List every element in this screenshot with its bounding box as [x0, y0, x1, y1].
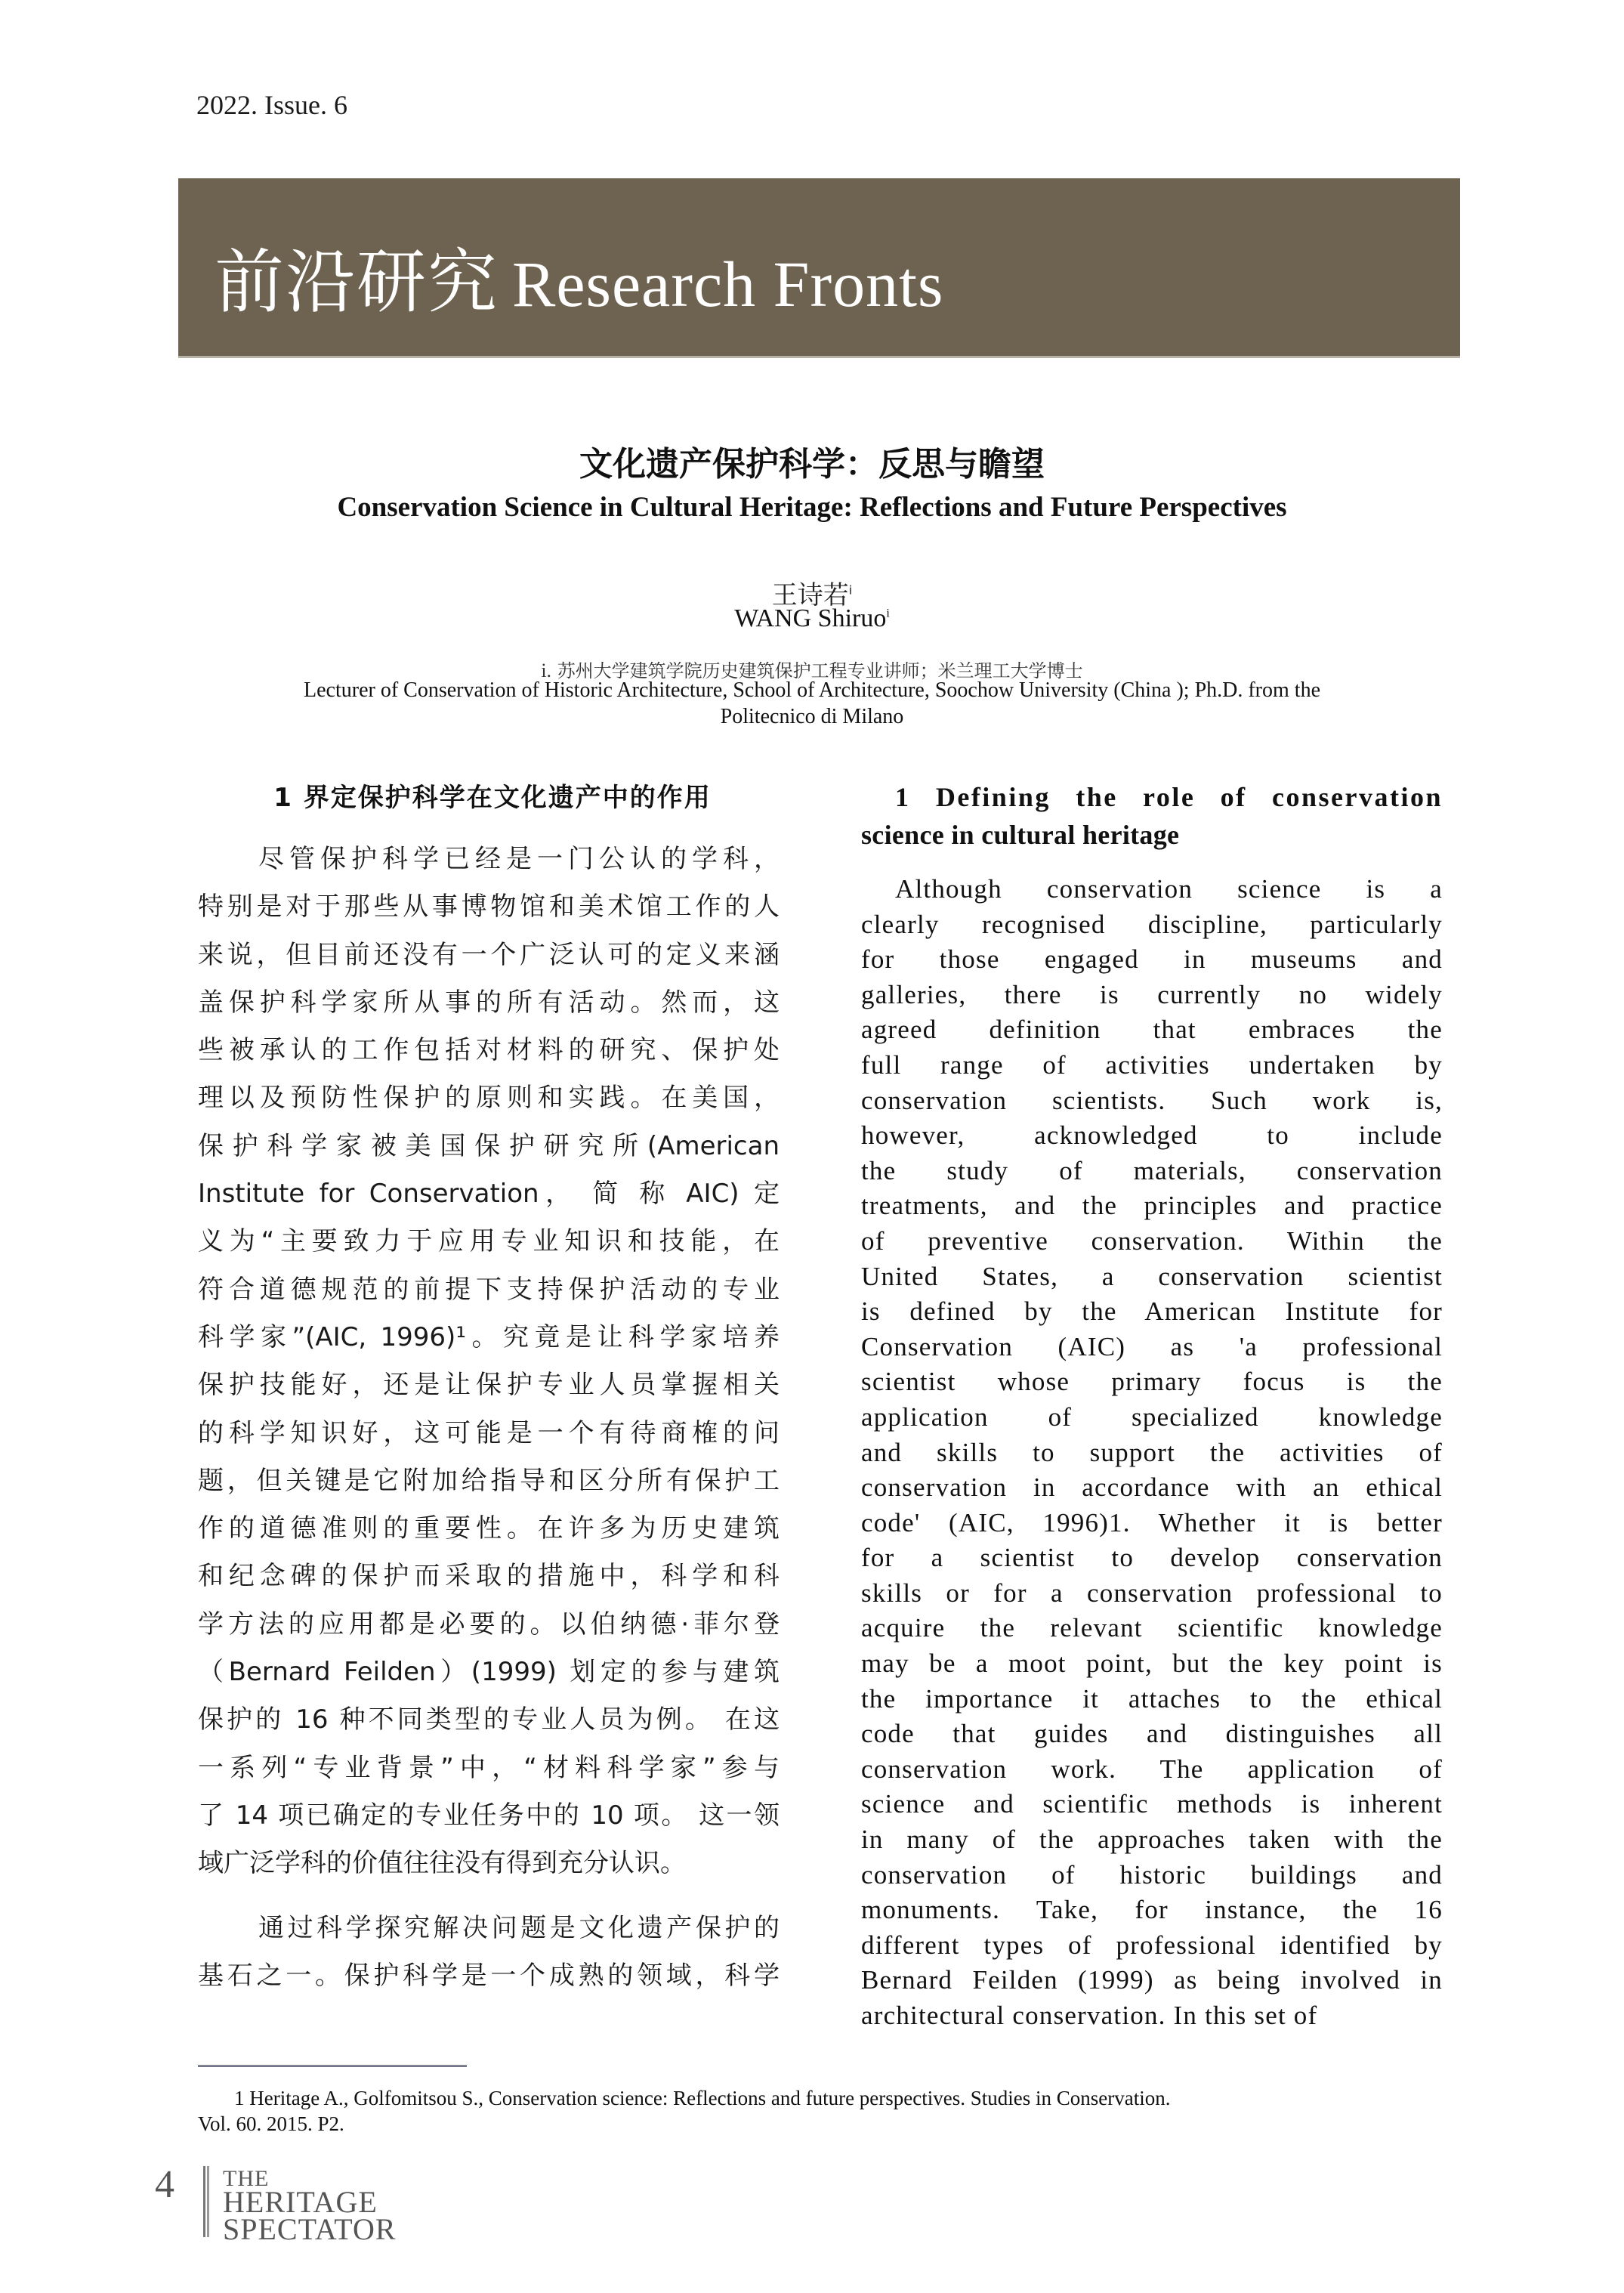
text-line: conservation of historic buildings and [861, 1859, 1443, 1890]
text-line: 题，但关键是它附加给指导和区分所有保护工 [198, 1465, 780, 1496]
text-line: 基石之一。保护科学是一个成熟的领域，科学 [198, 1960, 780, 1991]
text-line: 作的道德准则的重要性。在许多为历史建筑 [198, 1513, 780, 1544]
text-line: skills or for a conservation professional to [861, 1578, 1443, 1608]
footnote-divider [198, 2065, 467, 2067]
text-line: 特别是对于那些从事博物馆和美术馆工作的人 [198, 892, 780, 922]
text-line: Conservation (AIC) as 'a professional [861, 1331, 1443, 1361]
text-line: and skills to support the activities of [861, 1437, 1443, 1467]
section-banner-title [215, 227, 944, 326]
text-line: 符合道德规范的前提下支持保护活动的专业 [198, 1274, 780, 1305]
column-chinese [198, 778, 780, 2000]
text-line: 义为“主要致力于应用专业知识和技能，在 [198, 1226, 780, 1257]
text-line: 的科学知识好，这可能是一个有待商榷的问 [198, 1417, 780, 1448]
page-number: 4 [155, 2163, 174, 2206]
footnote [198, 2085, 1443, 2137]
text-line: in many of the approaches taken with the [861, 1825, 1443, 1855]
text-line: conservation work. The application of [861, 1754, 1443, 1784]
affiliation-lead: i. [541, 660, 552, 681]
section-heading-en [861, 778, 1443, 854]
section-heading-cn: 1 界定保护科学在文化遗产中的作用 [273, 783, 712, 813]
text-line: science and scientific methods is inherent [861, 1789, 1443, 1819]
author-cn-text: 王诗若 [771, 580, 849, 610]
section-title-cn: 前沿研究 [215, 242, 499, 323]
section-title-en: Research Fronts [512, 248, 944, 320]
text-line: 盖保护科学家所从事的所有活动。然而，这 [198, 987, 780, 1018]
text-line: 科学家”(AIC, 1996)¹。究竟是让科学家培养 [198, 1321, 780, 1352]
journal-logo [223, 2166, 397, 2246]
article-title-cn: 文化遗产保护科学：反思与瞻望 [579, 445, 1045, 484]
text-line: 学方法的应用都是必要的。以伯纳德·菲尔登 [198, 1608, 780, 1639]
paragraph-en-1 [861, 872, 1443, 2034]
footnote-line: 1 Heritage A., Golfomitsou S., Conservation science: Reflections and future perspectives. Studies in Conservation. [234, 2087, 1171, 2109]
text-line: conservation in accordance with an ethical [861, 1473, 1443, 1503]
text-line: 域广泛学科的价值往往没有得到充分认识。 [198, 1848, 686, 1879]
text-line: different types of professional identified by [861, 1930, 1443, 1960]
text-line: clearly recognised discipline, particularly [861, 909, 1443, 939]
affiliation-en-line2: Politecnico di Milano [720, 705, 904, 728]
text-line: galleries, there is currently no widely [861, 979, 1443, 1009]
text-line: 些被承认的工作包括对材料的研究、保护处 [198, 1035, 780, 1066]
text-line: 保 护 科 学 家 被 美 国 保 护 研 究 所 (American [198, 1130, 780, 1161]
text-line: 一系列“专业背景”中，“材料科学家”参与 [198, 1752, 780, 1783]
text-line: Institute for Conservation， 简 称 AIC) 定 [198, 1179, 780, 1210]
text-line: however, acknowledged to include [861, 1120, 1443, 1151]
text-line: 来说，但目前还没有一个广泛认可的定义来涵 [198, 939, 780, 970]
text-line: for those engaged in museums and [861, 944, 1443, 975]
paragraph-cn-1 [198, 836, 780, 1888]
heading-line: 1 Defining the role of conservation [895, 782, 1443, 812]
text-line: code that guides and distinguishes all [861, 1719, 1443, 1749]
text-line: full range of activities undertaken by [861, 1049, 1443, 1080]
text-line: （Bernard Feilden）(1999) 划定的参与建筑 [198, 1657, 780, 1688]
affiliation-mark: i [886, 607, 890, 620]
text-line: scientist whose primary focus is the [861, 1367, 1443, 1397]
text-line: 尽管保护科学已经是一门公认的学科， [258, 844, 780, 874]
text-line: architectural conservation. In this set of [861, 2001, 1318, 2030]
text-line: application of specialized knowledge [861, 1401, 1443, 1432]
text-line: is defined by the American Institute for [861, 1296, 1443, 1327]
heading-line: science in cultural heritage [861, 820, 1180, 850]
section-banner [178, 178, 1460, 358]
text-line: conservation scientists. Such work is, [861, 1085, 1443, 1115]
text-line: 通过科学探究解决问题是文化遗产保护的 [258, 1912, 780, 1943]
text-line: Bernard Feilden (1999) as being involved in [861, 1965, 1443, 1995]
text-line: 理以及预防性保护的原则和实践。在美国， [198, 1083, 780, 1114]
footer-divider [203, 2166, 209, 2237]
text-line: monuments. Take, for instance, the 16 [861, 1895, 1443, 1925]
text-line: 了 14 项已确定的专业任务中的 10 项。 这一领 [198, 1800, 780, 1831]
text-line: 和纪念碑的保护而采取的措施中，科学和科 [198, 1561, 780, 1592]
footnote-line: Vol. 60. 2015. P2. [198, 2112, 344, 2135]
text-line: acquire the relevant scientific knowledge [861, 1613, 1443, 1643]
text-line: 保护技能好，还是让保护专业人员掌握相关 [198, 1370, 780, 1401]
text-line: the importance it attaches to the ethical [861, 1683, 1443, 1714]
logo-line: HERITAGE [223, 2185, 378, 2219]
text-line: Although conservation science is a [895, 874, 1443, 904]
text-line: code' (AIC, 1996)1. Whether it is better [861, 1507, 1443, 1537]
text-line: for a scientist to develop conservation [861, 1543, 1443, 1573]
author-name-en [0, 604, 1624, 633]
text-line: United States, a conservation scientist [861, 1261, 1443, 1291]
affiliation-cn-text: 苏州大学建筑学院历史建筑保护工程专业讲师；米兰理工大学博士 [557, 660, 1083, 681]
text-line: the study of materials, conservation [861, 1155, 1443, 1185]
text-line: 保护的 16 种不同类型的专业人员为例。 在这 [198, 1704, 780, 1735]
author-en-text: WANG Shiruo [734, 604, 887, 632]
logo-line: THE [223, 2166, 270, 2191]
text-line: of preventive conservation. Within the [861, 1225, 1443, 1256]
affiliation-mark: i [848, 583, 853, 598]
paragraph-cn-2 [198, 1905, 780, 2001]
article-title-en: Conservation Science in Cultural Heritage: Reflections and Future Perspectives [337, 492, 1287, 523]
logo-line: SPECTATOR [223, 2212, 397, 2246]
affiliation-en-line1: Lecturer of Conservation of Historic Architecture, School of Architecture, Soochow University (China ); Ph.D. from the [304, 678, 1320, 702]
column-english [861, 778, 1443, 2034]
issue-label: 2022. Issue. 6 [196, 90, 347, 120]
text-line: agreed definition that embraces the [861, 1015, 1443, 1045]
text-line: may be a moot point, but the key point is [861, 1649, 1443, 1679]
text-line: treatments, and the principles and practice [861, 1191, 1443, 1221]
